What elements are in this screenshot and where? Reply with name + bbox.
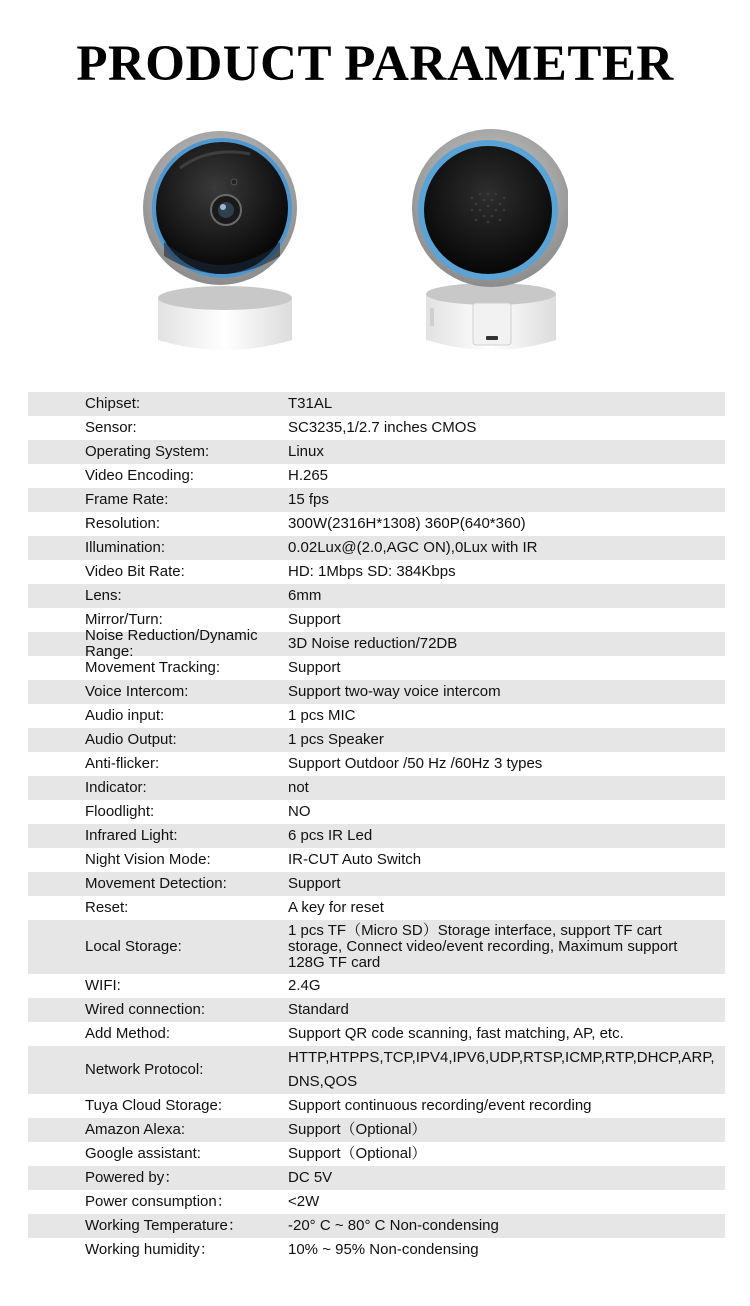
spec-label: Floodlight: bbox=[85, 803, 155, 820]
spec-label: Lens: bbox=[85, 587, 122, 604]
spec-row bbox=[28, 512, 725, 536]
spec-row bbox=[28, 728, 725, 752]
spec-value: 1 pcs Speaker bbox=[288, 731, 384, 748]
spec-label: Sensor: bbox=[85, 419, 137, 436]
spec-value: T31AL bbox=[288, 395, 333, 412]
spec-label: Movement Tracking: bbox=[85, 659, 221, 676]
spec-label: Infrared Light: bbox=[85, 827, 178, 844]
spec-row bbox=[28, 1022, 725, 1046]
spec-row bbox=[28, 752, 725, 776]
spec-label: Powered by： bbox=[85, 1169, 180, 1186]
spec-row bbox=[28, 440, 725, 464]
spec-value: Support continuous recording/event recording bbox=[288, 1097, 592, 1114]
spec-value: DC 5V bbox=[288, 1169, 333, 1186]
spec-row bbox=[28, 974, 725, 998]
spec-value: Support bbox=[288, 611, 341, 628]
spec-row bbox=[28, 1166, 725, 1190]
spec-row bbox=[28, 627, 725, 660]
spec-value: 1 pcs TF（Micro SD）Storage interface, support TF cart storage, Connect video/event recording, Maximum support 128G TF card bbox=[288, 922, 678, 971]
spec-value: NO bbox=[288, 803, 311, 820]
camera-back-view bbox=[408, 128, 568, 358]
spec-value: 10% ~ 95% Non-condensing bbox=[288, 1241, 479, 1258]
spec-value: Support（Optional） bbox=[288, 1145, 427, 1162]
spec-row bbox=[28, 1094, 725, 1118]
spec-label: Audio input: bbox=[85, 707, 165, 724]
spec-label: Operating System: bbox=[85, 443, 210, 460]
spec-row bbox=[28, 536, 725, 560]
spec-row bbox=[28, 488, 725, 512]
spec-label: Audio Output: bbox=[85, 731, 177, 748]
spec-value: SC3235,1/2.7 inches CMOS bbox=[288, 419, 477, 436]
spec-row bbox=[28, 848, 725, 872]
spec-value: 6 pcs IR Led bbox=[288, 827, 373, 844]
spec-label: Wired connection: bbox=[85, 1001, 206, 1018]
spec-label: Mirror/Turn: bbox=[85, 611, 163, 628]
spec-row bbox=[28, 1190, 725, 1214]
spec-value: not bbox=[288, 779, 309, 796]
spec-value: 15 fps bbox=[288, 491, 329, 508]
spec-value: Support bbox=[288, 875, 341, 892]
spec-label: Add Method: bbox=[85, 1025, 171, 1042]
spec-row bbox=[28, 704, 725, 728]
spec-label: Reset: bbox=[85, 899, 129, 916]
spec-row bbox=[28, 920, 725, 974]
spec-label: Video Encoding: bbox=[85, 467, 194, 484]
spec-row bbox=[28, 584, 725, 608]
spec-value: A key for reset bbox=[288, 899, 384, 916]
spec-value: -20° C ~ 80° C Non-condensing bbox=[288, 1217, 499, 1234]
spec-value: HTTP,HTPPS,TCP,IPV4,IPV6,UDP,RTSP,ICMP,RTP,DHCP,ARP,DNS,QOS bbox=[288, 1049, 715, 1090]
spec-label: Noise Reduction/Dynamic Range: bbox=[85, 627, 258, 660]
spec-label: Frame Rate: bbox=[85, 491, 169, 508]
spec-label: Tuya Cloud Storage: bbox=[85, 1097, 223, 1114]
product-images bbox=[0, 128, 750, 363]
spec-label: WIFI: bbox=[85, 977, 121, 994]
spec-label: Working Temperature： bbox=[85, 1217, 243, 1234]
spec-value: 0.02Lux@(2.0,AGC ON),0Lux with IR bbox=[288, 539, 538, 556]
spec-label: Illumination: bbox=[85, 539, 166, 556]
spec-label: Google assistant: bbox=[85, 1145, 201, 1162]
page-title: PRODUCT PARAMETER bbox=[76, 36, 674, 92]
spec-row bbox=[28, 392, 725, 416]
spec-row bbox=[28, 998, 725, 1022]
spec-value: Support QR code scanning, fast matching, AP, etc. bbox=[288, 1025, 624, 1042]
spec-label: Resolution: bbox=[85, 515, 161, 532]
spec-row bbox=[28, 560, 725, 584]
spec-value: Support two-way voice intercom bbox=[288, 683, 501, 700]
spec-row bbox=[28, 1214, 725, 1238]
spec-label: Anti-flicker: bbox=[85, 755, 160, 772]
spec-row bbox=[28, 1118, 725, 1142]
spec-value: 2.4G bbox=[288, 977, 321, 994]
spec-value: 3D Noise reduction/72DB bbox=[288, 635, 458, 652]
spec-row bbox=[28, 800, 725, 824]
spec-value: HD: 1Mbps SD: 384Kbps bbox=[288, 563, 456, 580]
spec-value: H.265 bbox=[288, 467, 329, 484]
spec-row bbox=[28, 1238, 725, 1262]
spec-label: Amazon Alexa: bbox=[85, 1121, 186, 1138]
spec-label: Indicator: bbox=[85, 779, 147, 796]
spec-value: Linux bbox=[288, 443, 324, 460]
spec-value: Support bbox=[288, 659, 341, 676]
spec-row bbox=[28, 656, 725, 680]
spec-label: Voice Intercom: bbox=[85, 683, 189, 700]
spec-row bbox=[28, 680, 725, 704]
spec-row bbox=[28, 1142, 725, 1166]
spec-label: Working humidity： bbox=[85, 1241, 215, 1258]
spec-row bbox=[28, 1046, 725, 1094]
spec-row bbox=[28, 416, 725, 440]
spec-label: Video Bit Rate: bbox=[85, 563, 185, 580]
spec-row bbox=[28, 872, 725, 896]
spec-label: Power consumption： bbox=[85, 1193, 232, 1210]
camera-front-view bbox=[140, 128, 300, 358]
spec-label: Network Protocol: bbox=[85, 1061, 204, 1078]
spec-value: Support（Optional） bbox=[288, 1121, 427, 1138]
spec-label: Movement Detection: bbox=[85, 875, 227, 892]
spec-row bbox=[28, 464, 725, 488]
spec-label: Local Storage: bbox=[85, 938, 182, 955]
spec-table bbox=[28, 392, 725, 1262]
spec-row bbox=[28, 824, 725, 848]
spec-row bbox=[28, 896, 725, 920]
spec-label: Night Vision Mode: bbox=[85, 851, 211, 868]
spec-label: Chipset: bbox=[85, 395, 141, 412]
spec-value: <2W bbox=[288, 1193, 320, 1210]
spec-value: IR-CUT Auto Switch bbox=[288, 851, 422, 868]
spec-value: 6mm bbox=[288, 587, 322, 604]
spec-value: Standard bbox=[288, 1001, 349, 1018]
spec-value: Support Outdoor /50 Hz /60Hz 3 types bbox=[288, 755, 543, 772]
spec-row bbox=[28, 776, 725, 800]
spec-value: 1 pcs MIC bbox=[288, 707, 356, 724]
spec-value: 300W(2316H*1308) 360P(640*360) bbox=[288, 515, 526, 532]
